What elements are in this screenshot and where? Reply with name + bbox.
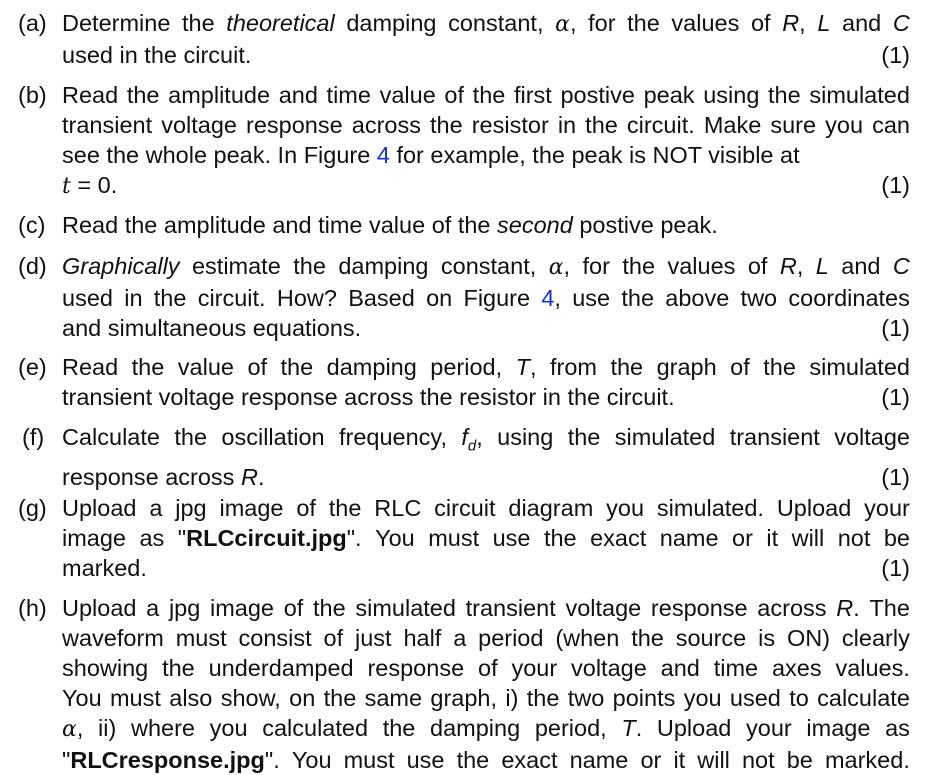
question-line: Read the amplitude and time value of the first postive peak using the simulated (62, 82, 910, 108)
question-label: (c) (18, 212, 46, 238)
question-label: (e) (18, 354, 47, 380)
question-line: Upload a jpg image of the simulated transient voltage response across R. The (62, 595, 910, 621)
question-text (62, 593, 910, 775)
question-label: (f) (22, 424, 45, 450)
question-label: (g) (18, 495, 47, 521)
question-label: (b) (18, 82, 47, 108)
filename-response: RLCresponse.jpg (70, 747, 265, 773)
question-line: marked. (1) (62, 555, 910, 581)
question-line: You must also show, on the same graph, i) the two points you used to calculate (62, 685, 910, 711)
question-label: (h) (18, 595, 47, 621)
question-line: image as "RLCcircuit.jpg". You must use the exact name or it will not be (62, 525, 910, 551)
question-line: and simultaneous equations. (1) (62, 315, 910, 341)
question-line: Calculate the oscillation frequency, $f_d$, using the simulated transient voltage (62, 424, 910, 455)
question-marks: (1) (881, 172, 910, 198)
question-line: Graphically estimate the damping constant, α, for the values of R, L and C (62, 253, 910, 280)
question-line: waveform must consist of just half a period (when the source is ON) clearly (62, 625, 910, 651)
question-line: transient voltage response across the resistor in the circuit. (1) (62, 384, 910, 410)
question-line: t = 0. (1) (62, 170, 910, 202)
question-text (62, 8, 910, 70)
question-line: used in the circuit. (1) (62, 42, 910, 68)
question-line: Read the amplitude and time value of the second postive peak. (62, 212, 718, 238)
question-marks: (1) (881, 315, 910, 341)
question-line: transient voltage response across the resistor in the circuit. Make sure you can (62, 112, 910, 138)
question-text (62, 251, 910, 343)
figure-reference[interactable]: 4 (376, 142, 390, 168)
question-text (62, 80, 910, 202)
question-marks: (1) (881, 463, 910, 490)
question-text (62, 493, 910, 583)
question-line: Read the value of the damping period, T, from the graph of the simulated (62, 354, 910, 380)
figure-reference[interactable]: 4 (541, 285, 555, 311)
question-text (62, 352, 910, 412)
question-marks: (1) (881, 555, 910, 581)
question-line: see the whole peak. In Figure 4 for example, the peak is NOT visible at (62, 142, 800, 168)
question-line: showing the underdamped response of your voltage and time axes values. (62, 655, 910, 681)
filename-circuit: RLCcircuit.jpg (186, 525, 347, 551)
question-text (62, 210, 910, 240)
question-label: (a) (18, 10, 47, 36)
question-line: Determine the theoretical damping constant, α, for the values of R, L and C (62, 10, 910, 37)
question-label: (d) (18, 253, 47, 279)
question-line: Upload a jpg image of the RLC circuit diagram you simulated. Upload your (62, 495, 910, 521)
question-text (62, 422, 910, 492)
question-line: response across R. (1) (62, 463, 910, 490)
question-marks: (1) (881, 42, 910, 68)
question-line: α, ii) where you calculated the damping period, T. Upload your image as (62, 715, 910, 742)
question-line: used in the circuit. How? Based on Figure 4, use the above two coordinates (62, 285, 910, 311)
question-marks: (1) (881, 384, 910, 410)
question-line: "RLCresponse.jpg". You must use the exact name or it will not be marked. (62, 747, 910, 773)
